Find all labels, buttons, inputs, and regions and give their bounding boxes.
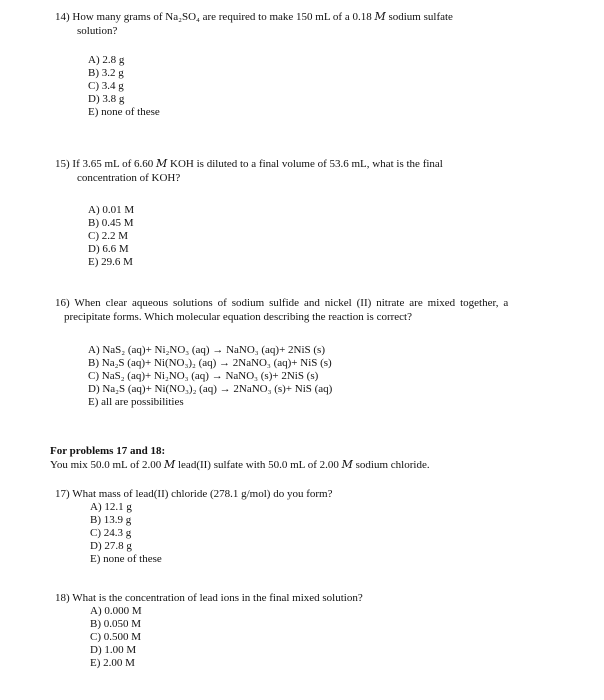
q17-option-d[interactable]: D) 27.8 g [90,540,132,552]
q18-option-c[interactable]: C) 0.500 M [90,631,142,643]
q17-option-c[interactable]: C) 24.3 g [90,527,132,539]
question-15-options [88,204,134,269]
problems-17-18-heading: For problems 17 and 18: [50,445,166,457]
q16-option-a[interactable]: A) NaS₂ (aq)+ Ni₂NO₃ (aq) → NaNO₃ (aq)+ 2NiS (s) [88,344,325,356]
question-18-options [90,605,142,670]
q14-option-a[interactable]: A) 2.8 g [88,54,125,66]
question-14-options [88,54,160,119]
q14-option-c[interactable]: C) 3.4 g [88,80,124,92]
q15-option-a[interactable]: A) 0.01 M [88,204,135,216]
question-17-options [90,501,162,566]
q15-option-c[interactable]: C) 2.2 M [88,230,129,242]
q14-option-d[interactable]: D) 3.8 g [88,93,125,105]
q16-option-e[interactable]: E) all are possibilities [88,396,184,408]
q14-option-b[interactable]: B) 3.2 g [88,67,124,79]
q17-option-a[interactable]: A) 12.1 g [90,501,132,513]
q18-option-b[interactable]: B) 0.050 M [90,618,142,630]
q14-option-e[interactable]: E) none of these [88,106,160,118]
question-14-text: 14) How many grams of Na₂SO₄ are required to make 150 mL of a 0.18 𝑀 sodium sulfate [55,11,453,23]
question-18-text: 18) What is the concentration of lead ions in the final mixed solution? [55,592,363,604]
q15-option-e[interactable]: E) 29.6 M [88,256,133,268]
question-16-text: 16) When clear aqueous solutions of sodium sulfide and nickel (II) nitrate are mixed together, a [55,297,509,309]
question-17-text: 17) What mass of lead(II) chloride (278.1 g/mol) do you form? [55,488,333,500]
question-15-text: 15) If 3.65 mL of 6.60 𝑀 KOH is diluted to a final volume of 53.6 mL, what is the final [55,158,443,170]
q18-option-d[interactable]: D) 1.00 M [90,644,137,656]
problems-17-18-intro: You mix 50.0 mL of 2.00 𝑀 lead(II) sulfate with 50.0 mL of 2.00 𝑀 sodium chloride. [50,459,430,471]
q16-option-d[interactable]: D) Na₂S (aq)+ Ni(NO₃)₂ (aq) → 2NaNO₃ (s)+ NiS (aq) [88,383,333,395]
q15-option-d[interactable]: D) 6.6 M [88,243,129,255]
q17-option-b[interactable]: B) 13.9 g [90,514,132,526]
question-14-text-cont: solution? [77,25,118,37]
q18-option-e[interactable]: E) 2.00 M [90,657,135,669]
question-16-text-cont: precipitate forms. Which molecular equation describing the reaction is correct? [64,311,412,323]
q18-option-a[interactable]: A) 0.000 M [90,605,142,617]
q17-option-e[interactable]: E) none of these [90,553,162,565]
q16-option-c[interactable]: C) NaS₂ (aq)+ Ni₂NO₃ (aq) → NaNO₃ (s)+ 2NiS (s) [88,370,319,382]
question-15-text-cont: concentration of KOH? [77,172,181,184]
question-16-options [88,344,332,409]
q15-option-b[interactable]: B) 0.45 M [88,217,134,229]
q16-option-b[interactable]: B) Na₂S (aq)+ Ni(NO₃)₂ (aq) → 2NaNO₃ (aq)+ NiS (s) [88,357,332,369]
